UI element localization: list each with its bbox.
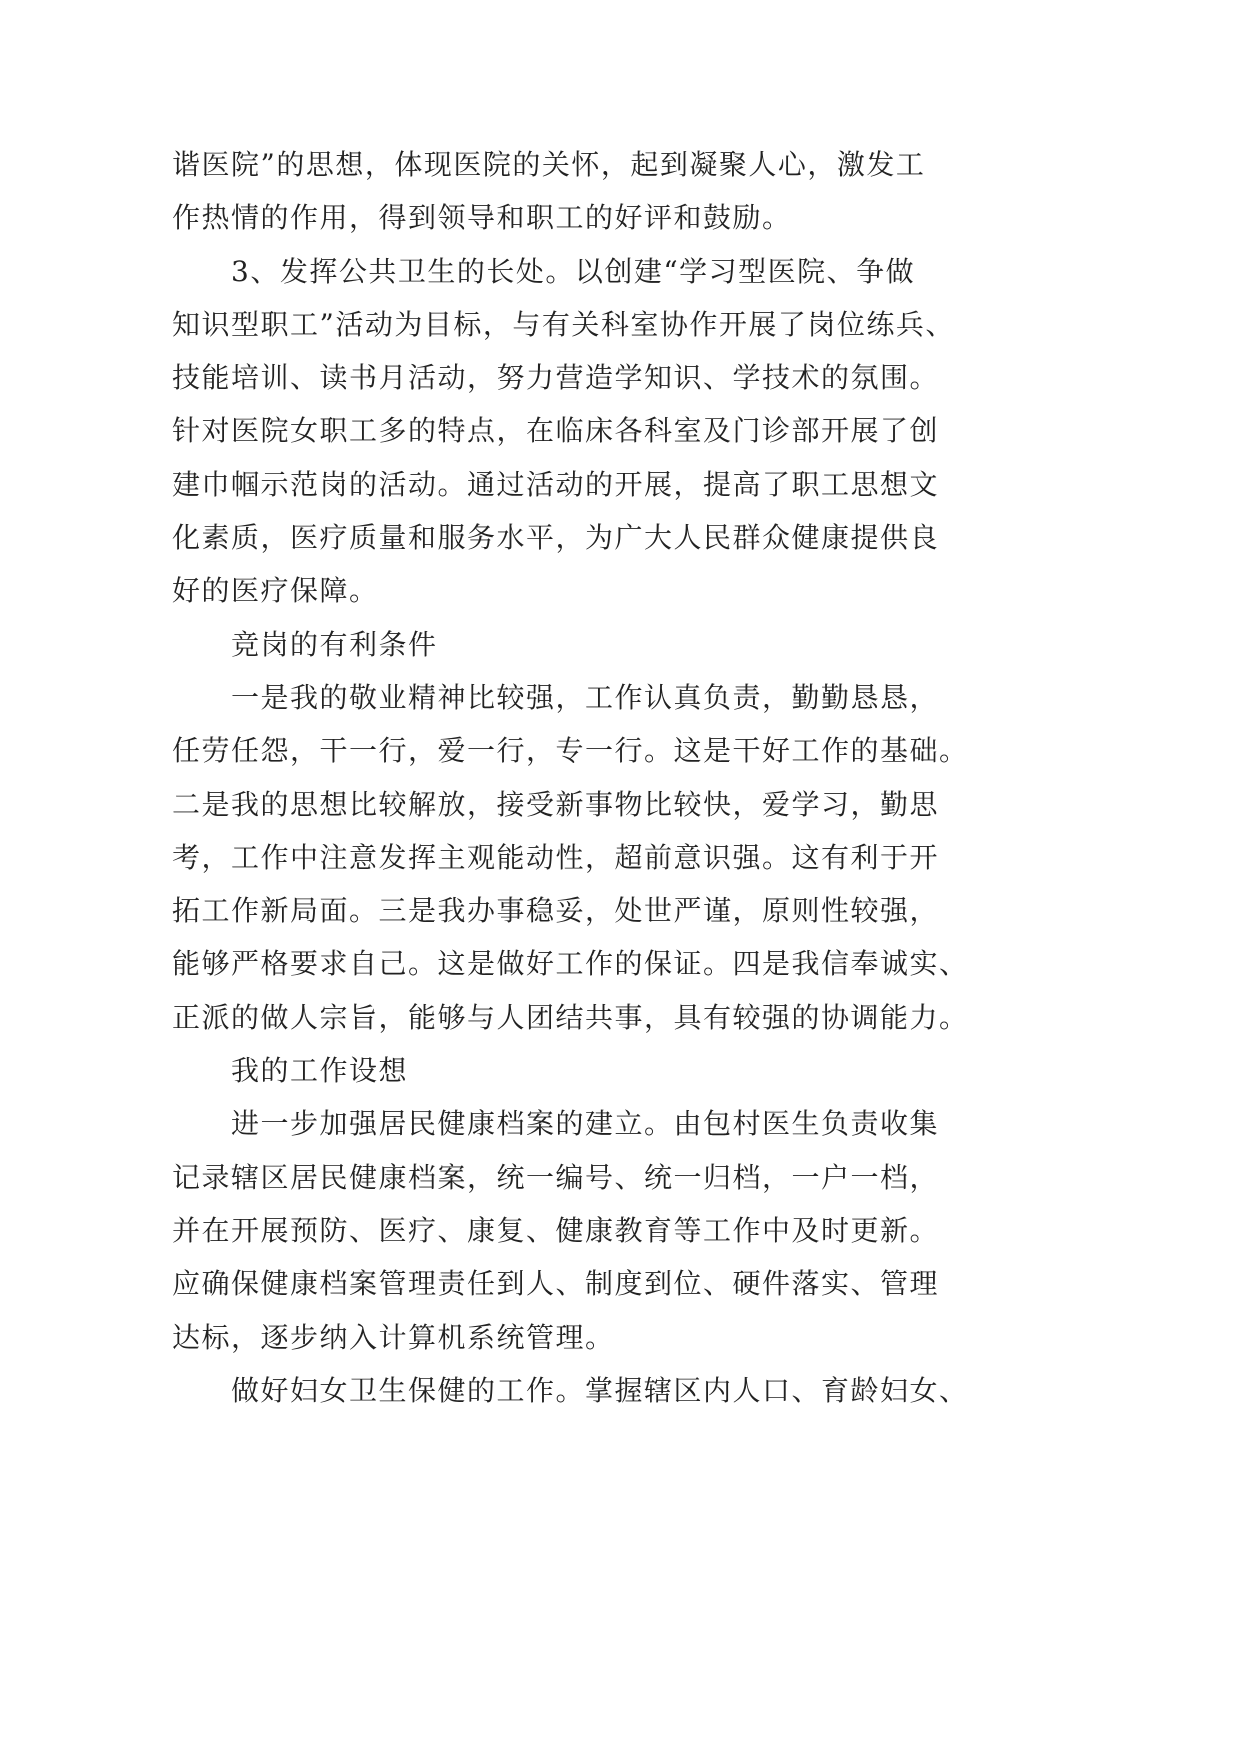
text-line: 一是我的敬业精神比较强，工作认真负责，勤勤恳恳，: [231, 680, 940, 714]
text-line: 进一步加强居民健康档案的建立。由包村医生负责收集: [231, 1107, 940, 1141]
text-line: 任劳任怨，干一行，爱一行，专一行。这是干好工作的基础。: [172, 734, 969, 768]
text-line: 做好妇女卫生保健的工作。掌握辖区内人口、育龄妇女、: [231, 1373, 969, 1407]
paragraph: [172, 1364, 992, 1417]
paragraph: [172, 138, 992, 245]
paragraph: [172, 671, 992, 1044]
text-line: 谐医院”的思想，体现医院的关怀，起到凝聚人心，激发工: [172, 148, 926, 181]
text-line: 能够严格要求自己。这是做好工作的保证。四是我信奉诚实、: [172, 947, 969, 981]
text-line: 化素质，医疗质量和服务水平，为广大人民群众健康提供良: [172, 521, 940, 555]
text-line: 考，工作中注意发挥主观能动性，超前意识强。这有利于开: [172, 840, 940, 874]
text-line: 并在开展预防、医疗、康复、健康教育等工作中及时更新。: [172, 1213, 940, 1247]
text-line: 记录辖区居民健康档案，统一编号、统一归档，一户一档，: [172, 1160, 940, 1194]
text-line: 正派的做人宗旨，能够与人团结共事，具有较强的协调能力。: [172, 1000, 969, 1034]
text-line: 3、发挥公共卫生的长处。以创建“学习型医院、争做: [231, 254, 916, 288]
section-heading-text: 竞岗的有利条件: [231, 627, 438, 661]
paragraph: [172, 1097, 992, 1363]
text-line: 达标，逐步纳入计算机系统管理。: [172, 1320, 615, 1354]
section-heading: [172, 618, 992, 671]
paragraph: [172, 245, 992, 618]
section-heading-text: 我的工作设想: [231, 1054, 409, 1088]
document-body: [172, 138, 992, 1417]
text-line: 知识型职工”活动为目标，与有关科室协作开展了岗位练兵、: [172, 307, 955, 341]
text-line: 技能培训、读书月活动，努力营造学知识、学技术的氛围。: [172, 361, 940, 395]
text-line: 拓工作新局面。三是我办事稳妥，处世严谨，原则性较强，: [172, 894, 940, 928]
text-line: 好的医疗保障。: [172, 574, 379, 608]
text-line: 二是我的思想比较解放，接受新事物比较快，爱学习，勤思: [172, 787, 940, 821]
text-line: 应确保健康档案管理责任到人、制度到位、硬件落实、管理: [172, 1267, 940, 1301]
text-line: 针对医院女职工多的特点，在临床各科室及门诊部开展了创: [172, 414, 940, 448]
text-line: 作热情的作用，得到领导和职工的好评和鼓励。: [172, 201, 792, 235]
section-heading: [172, 1044, 992, 1097]
text-line: 建巾帼示范岗的活动。通过活动的开展，提高了职工思想文: [172, 467, 940, 501]
